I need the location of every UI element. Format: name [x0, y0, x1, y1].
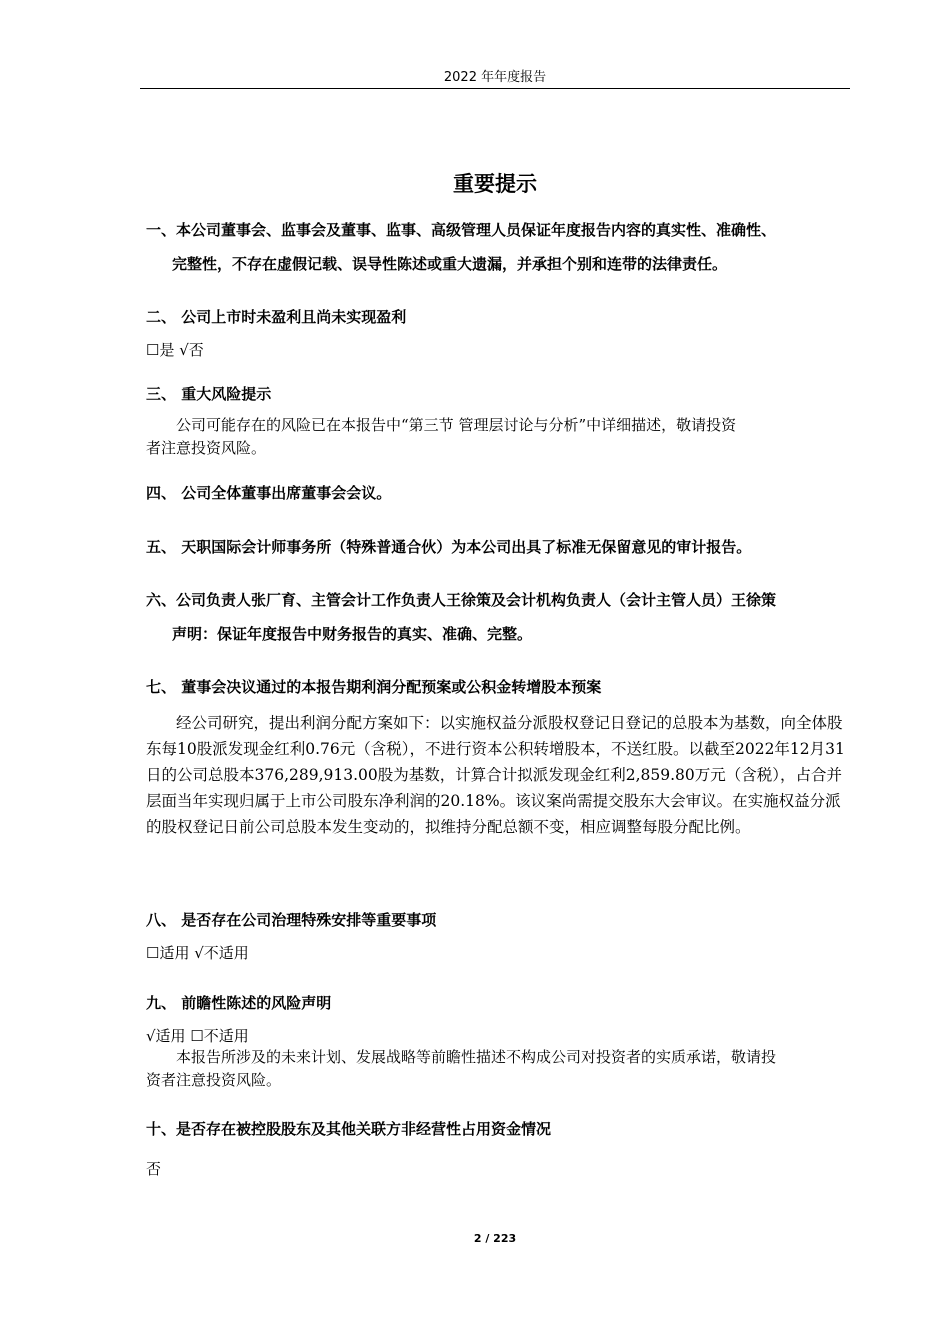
section-5-heading: 五、 天职国际会计师事务所（特殊普通合伙）为本公司出具了标准无保留意见的审计报告。	[146, 538, 752, 556]
section-1-line-2: 完整性，不存在虚假记载、误导性陈述或重大遗漏，并承担个别和连带的法律责任。	[172, 255, 728, 273]
section-6-line-1: 六、公司负责人张厂育、主管会计工作负责人王徐策及会计机构负责人（会计主管人员）王徐策	[146, 591, 777, 609]
section-1-line-1: 一、本公司董事会、监事会及董事、监事、高级管理人员保证年度报告内容的真实性、准确性、	[146, 221, 777, 239]
section-9-options: √适用 ☐不适用	[146, 1027, 249, 1045]
section-2-heading: 二、 公司上市时未盈利且尚未实现盈利	[146, 308, 407, 326]
section-10-answer: 否	[146, 1160, 162, 1178]
section-8-heading: 八、 是否存在公司治理特殊安排等重要事项	[146, 911, 437, 929]
section-2-options: ☐是 √否	[146, 341, 204, 359]
section-3-line-1: 公司可能存在的风险已在本报告中“第三节 管理层讨论与分析”中详细描述，敬请投资	[176, 416, 737, 434]
section-6-line-2: 声明：保证年度报告中财务报告的真实、准确、完整。	[172, 625, 533, 643]
section-7-heading: 七、 董事会决议通过的本报告期利润分配预案或公积金转增股本预案	[146, 678, 602, 696]
section-9-heading: 九、 前瞻性陈述的风险声明	[146, 994, 332, 1012]
section-8-options: ☐适用 √不适用	[146, 944, 249, 962]
section-3-heading: 三、 重大风险提示	[146, 385, 272, 403]
page-number: 2 / 223	[473, 1232, 517, 1245]
section-7-body: 经公司研究，提出利润分配方案如下：以实施权益分派股权登记日登记的总股本为基数，向全体股东每10股派发现金红利0.76元（含税），不进行资本公积转增股本，不送红股。以截至2022年12月31日的公司总股本376,289,913.00股为基数，计算合计拟派发现金红利2,859.80万元（含税），占合并层面当年实现归属于上市公司股东净利润的20.18%。该议案尚需提交股东大会审议。在实施权益分派的股权登记日前公司总股本发生变动的，拟维持分配总额不变，相应调整每股分配比例。	[146, 714, 845, 836]
section-4-heading: 四、 公司全体董事出席董事会会议。	[146, 484, 392, 502]
page-title: 重要提示	[453, 172, 537, 196]
page-header: 2022 年年度报告	[443, 70, 547, 85]
header-divider	[140, 88, 850, 89]
section-9-line-2: 资者注意投资风险。	[146, 1071, 282, 1089]
section-3-line-2: 者注意投资风险。	[146, 439, 267, 457]
section-9-line-1: 本报告所涉及的未来计划、发展战略等前瞻性描述不构成公司对投资者的实质承诺，敬请投	[176, 1048, 777, 1066]
section-10-heading: 十、是否存在被控股股东及其他关联方非经营性占用资金情况	[146, 1120, 552, 1138]
